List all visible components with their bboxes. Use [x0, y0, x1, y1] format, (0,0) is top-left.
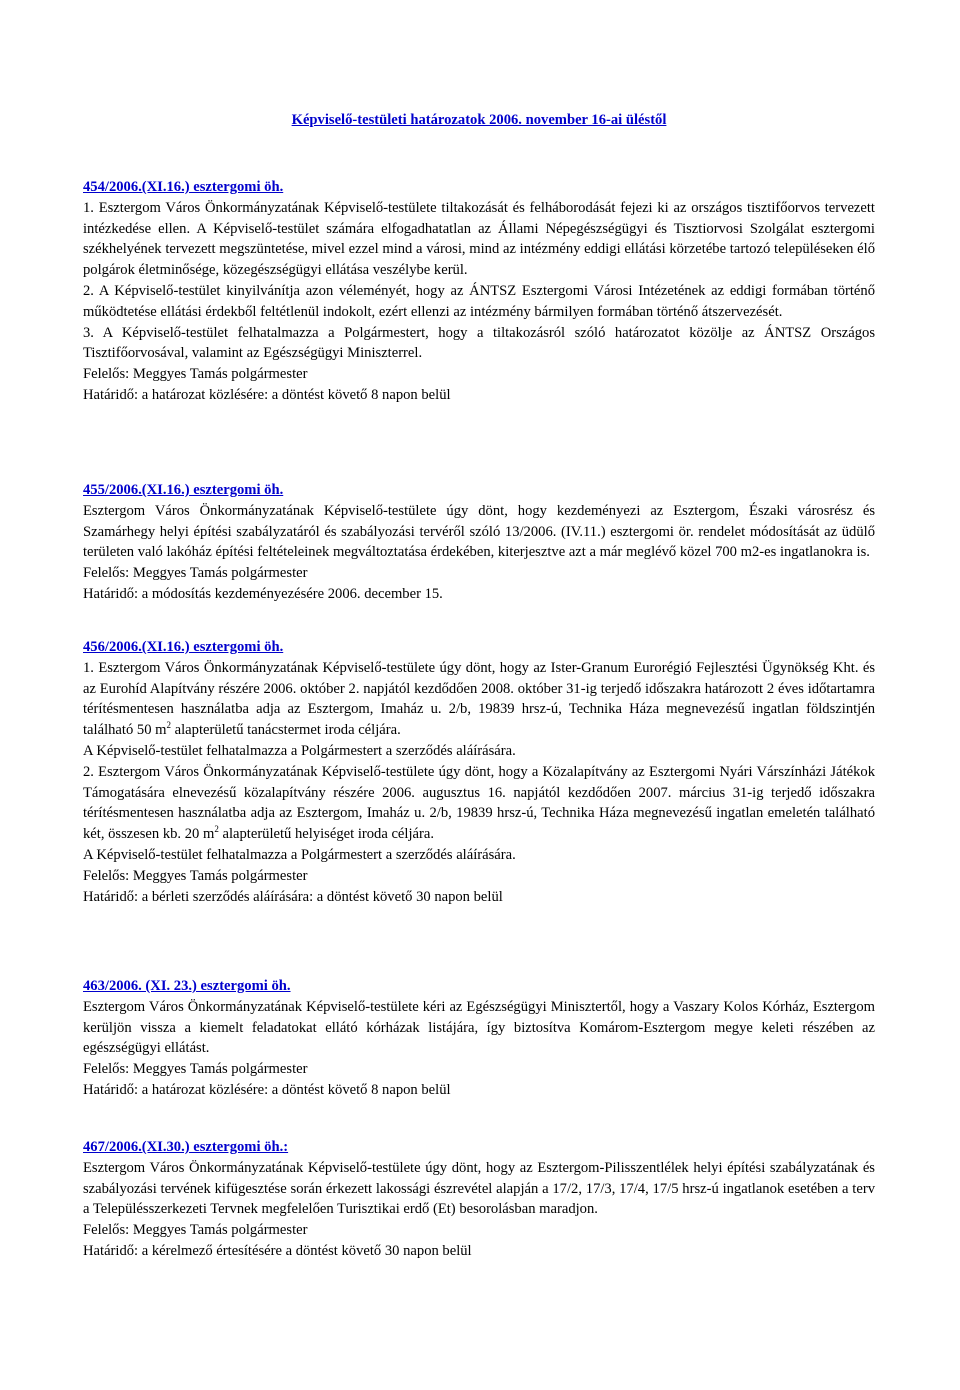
deadline-line: Határidő: a határozat közlésére: a döntést követő 8 napon belül [83, 1081, 451, 1098]
authorization-line: A Képviselő-testület felhatalmazza a Polgármestert a szerződés aláírására. [83, 846, 516, 863]
resolution-paragraph [83, 762, 875, 845]
deadline-line: Határidő: a módosítás kezdeményezésére 2006. december 15. [83, 585, 443, 602]
resolution-454 [83, 177, 875, 406]
resolution-463 [83, 976, 875, 1101]
authorization-line: A Képviselő-testület felhatalmazza a Polgármestert a szerződés aláírására. [83, 742, 516, 759]
resolution-paragraph: 3. A Képviselő-testület felhatalmazza a Polgármestert, hogy a tiltakozásról szóló határozatot közölje az ÁNTSZ Országos Tisztifőorvosával, valamint az Egészségügyi Miniszterrel. [83, 324, 875, 362]
paragraph-text: alapterületű helyiséget iroda céljára. [218, 826, 434, 843]
resolution-heading: 467/2006.(XI.30.) esztergomi öh.: [83, 1139, 289, 1155]
document-title: Képviselő-testületi határozatok 2006. november 16-ai üléstől [291, 112, 667, 128]
paragraph-text: 2. Esztergom Város Önkormányzatának Képviselő-testülete úgy dönt, hogy a Közalapítvány az Esztergomi Nyári Várszínházi Játékok Támogatására elnevezésű közalapítvány részére 2006. augusztus 16. napjától kezdődően 2007. március 31-ig terjedő időszakra térítésmentesen használatba adja az Esztergom, Imaház u. 2/b, 19839 hrsz-ú, Technika Háza megnevezésű ingatlan emeletén található két, összesen kb. 20 m [83, 763, 875, 843]
responsible-line: Felelős: Meggyes Tamás polgármester [83, 1061, 308, 1078]
paragraph-text: alapterületű tanácstermet iroda céljára. [171, 722, 401, 739]
deadline-line: Határidő: a kérelmező értesítésére a döntést követő 30 napon belül [83, 1242, 472, 1259]
deadline-line: Határidő: a határozat közlésére: a döntést követő 8 napon belül [83, 386, 451, 403]
resolution-paragraph [83, 658, 875, 741]
superscript: 2 [166, 720, 171, 731]
deadline-line: Határidő: a bérleti szerződés aláírására: a döntést követő 30 napon belül [83, 888, 503, 905]
resolution-paragraph: Esztergom Város Önkormányzatának Képviselő-testülete úgy dönt, hogy kezdeményezi az Esztergom, Északi városrész és Szamárhegy helyi építési szabályzatáról és szabályozási tervéről szóló 13/2006. (IV.11.) esztergomi ör. rendelet módosítását az üdülő területen való lakóház építési feltételeinek megváltoztatása érdekében, kiterjesztve azt a már meglévő közel 700 m2-es ingatlanokra is. [83, 502, 875, 561]
resolution-456 [83, 637, 875, 907]
responsible-line: Felelős: Meggyes Tamás polgármester [83, 867, 308, 884]
resolution-heading: 456/2006.(XI.16.) esztergomi öh. [83, 639, 284, 655]
resolution-455 [83, 480, 875, 605]
resolution-paragraph: Esztergom Város Önkormányzatának Képviselő-testülete úgy dönt, hogy az Esztergom-Pilisszentlélek helyi építési szabályzatának és szabályozási tervének kifügesztése során érkezett lakossági észrevétel alapján a 17/2, 17/3, 17/4, 17/5 hrsz-ú ingatlanok esetében a terv a Településszerkezeti Tervnek megfelelően Turisztikai erdő (Et) besorolásban maradjon. [83, 1159, 875, 1218]
responsible-line: Felelős: Meggyes Tamás polgármester [83, 366, 308, 383]
resolution-heading: 455/2006.(XI.16.) esztergomi öh. [83, 482, 284, 498]
resolution-heading: 463/2006. (XI. 23.) esztergomi öh. [83, 978, 291, 994]
resolution-paragraph: 1. Esztergom Város Önkormányzatának Képviselő-testülete tiltakozását és felháborodását fejezi ki az országos tisztifőorvos tervezett intézkedése ellen. A Képviselő-testület számára elfogadhatatlan az Állami Népegészségügyi és Tisztiorvosi Szolgálat esztergomi székhelyének tervezett megszüntetése, mivel ezzel mind a városi, mind az intézmény eddigi ellátási körzetébe tartozó településeken élő polgárok életminősége, közegészségügyi ellátása veszélybe kerül. [83, 199, 875, 279]
resolution-467 [83, 1137, 875, 1262]
responsible-line: Felelős: Meggyes Tamás polgármester [83, 565, 308, 582]
superscript: 2 [214, 824, 219, 835]
resolution-heading: 454/2006.(XI.16.) esztergomi öh. [83, 179, 284, 195]
paragraph-text: 1. Esztergom Város Önkormányzatának Képviselő-testülete úgy dönt, hogy az Ister-Granum Eurorégió Fejlesztési Ügynökség Kht. és az Eurohíd Alapítvány részére 2006. október 2. napjától kezdődően 2008. október 31-ig terjedő időszakra határozott 2 éves időtartamra térítésmentesen használatba adja az Esztergom, Imaház u. 2/b, 19839 hrsz-ú, Technika Háza megnevezésű ingatlan földszintjén található 50 m [83, 659, 875, 739]
resolution-paragraph: 2. A Képviselő-testület kinyilvánítja azon véleményét, hogy az ÁNTSZ Esztergomi Városi Intézetének az eddigi formában történő működtetése ellátási érdekből feltétlenül indokolt, ezért ellenzi az intézmény bármilyen formában történő átszervezését. [83, 282, 875, 320]
resolution-paragraph: Esztergom Város Önkormányzatának Képviselő-testülete kéri az Egészségügyi Minisztertől, hogy a Vaszary Kolos Kórház, Esztergom kerüljön vissza a kiemelt feladatokat ellátó kórházak listájára, így biztosítva Komárom-Esztergom megye keleti részében az egészségügyi ellátást. [83, 998, 875, 1057]
responsible-line: Felelős: Meggyes Tamás polgármester [83, 1222, 308, 1239]
